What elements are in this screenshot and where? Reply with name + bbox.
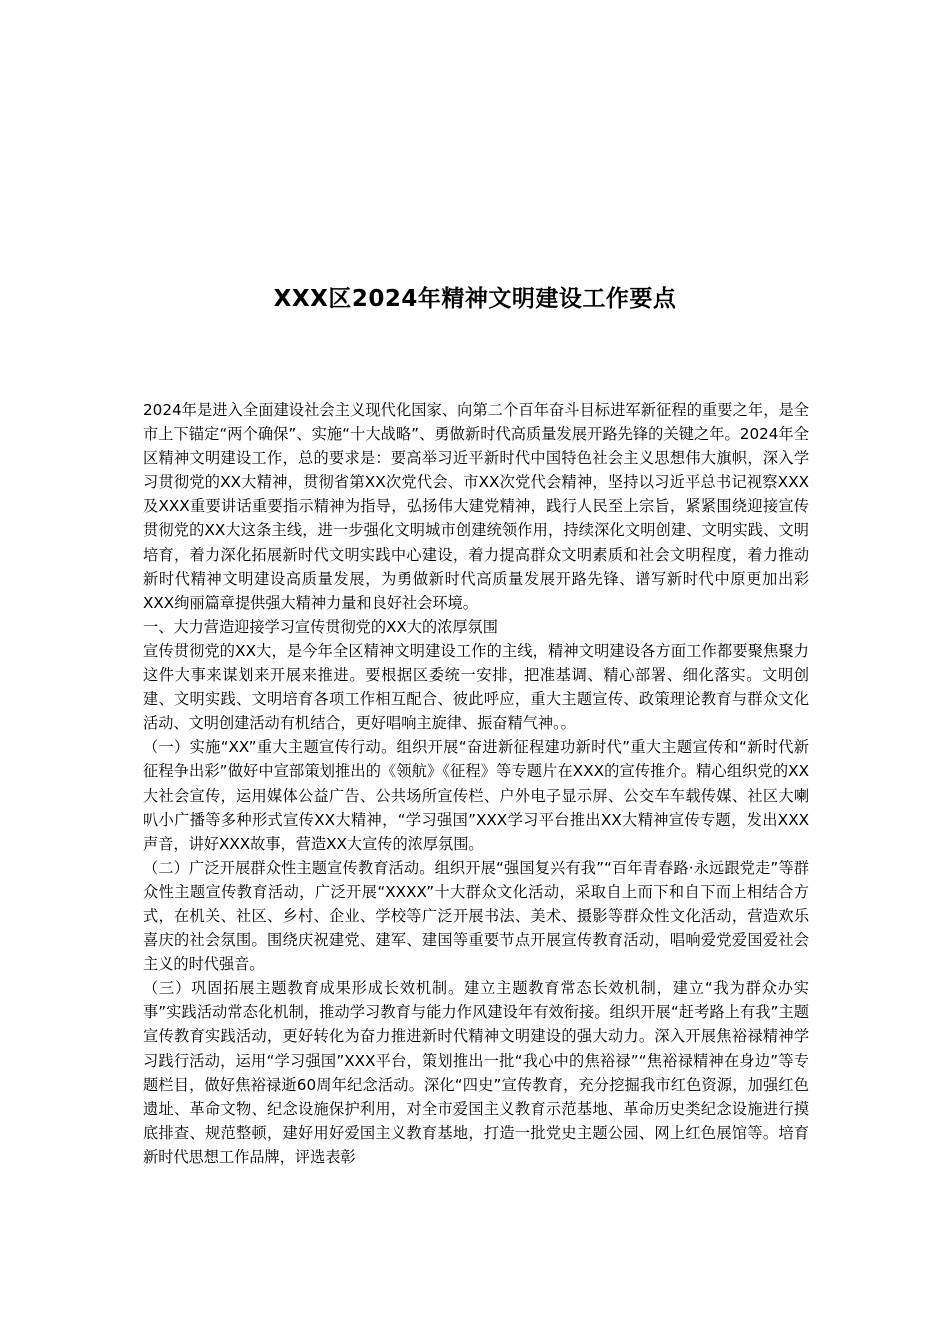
document-body	[143, 398, 809, 1169]
item-2-paragraph: （二）广泛开展群众性主题宣传教育活动。组织开展“强国复兴有我”“百年青春路·永远跟党走”等群众性主题宣传教育活动，广泛开展“XXXX”十大群众文化活动，采取自上而下和自下而上相结合方式，在机关、社区、乡村、企业、学校等广泛开展书法、美术、摄影等群众性文化活动，营造欢乐喜庆的社会氛围。围绕庆祝建党、建军、建国等重要节点开展宣传教育活动，唱响爱党爱国爱社会主义的时代强音。	[143, 858, 809, 974]
item-3-paragraph: （三）巩固拓展主题教育成果形成长效机制。建立主题教育常态长效机制，建立“我为群众办实事”实践活动常态化机制，推动学习教育与能力作风建设年有效衔接。组织开展“赶考路上有我”主题宣传教育实践活动，更好转化为奋力推进新时代精神文明建设的强大动力。深入开展焦裕禄精神学习践行活动，运用“学习强国”XXX平台，策划推出一批“我心中的焦裕禄”“焦裕禄精神在身边”等专题栏目，做好焦裕禄逝60周年纪念活动。深化“四史”宣传教育，充分挖掘我市红色资源，加强红色遗址、革命文物、纪念设施保护利用，对全市爱国主义教育示范基地、革命历史类纪念设施进行摸底排查、规范整顿，建好用好爱国主义教育基地，打造一批党史主题公园、网上红色展馆等。培育新时代思想工作品牌，评选表彰	[143, 979, 809, 1166]
section-1-paragraph: 宣传贯彻党的XX大，是今年全区精神文明建设工作的主线，精神文明建设各方面工作都要聚焦聚力这件大事来谋划来开展来推进。要根据区委统一安排，把准基调、精心部署、细化落实。文明创建、文明实践、文明培育各项工作相互配合、彼此呼应，重大主题宣传、政策理论教育与群众文化活动、文明创建活动有机结合，更好唱响主旋律、振奋精气神。。	[143, 641, 809, 733]
intro-paragraph: 2024年是进入全面建设社会主义现代化国家、向第二个百年奋斗目标进军新征程的重要之年，是全市上下锚定“两个确保”、实施“十大战略”、勇做新时代高质量发展开路先锋的关键之年。2024年全区精神文明建设工作，总的要求是：要高举习近平新时代中国特色社会主义思想伟大旗帜，深入学习贯彻党的XX大精神，贯彻省第XX次党代会、市XX次党代会精神，坚持以习近平总书记视察XXX及XXX重要讲话重要指示精神为指导，弘扬伟大建党精神，践行人民至上宗旨，紧紧围绕迎接宣传贯彻党的XX大这条主线，进一步强化文明城市创建统领作用，持续深化文明创建、文明实践、文明培育，着力深化拓展新时代文明实践中心建设，着力提高群众文明素质和社会文明程度，着力推动新时代精神文明建设高质量发展，为勇做新时代高质量发展开路先锋、谱写新时代中原更加出彩XXX绚丽篇章提供强大精神力量和良好社会环境。	[143, 401, 809, 612]
document-title: XXX区2024年精神文明建设工作要点	[273, 286, 677, 312]
section-heading-1: 一、大力营造迎接学习宣传贯彻党的XX大的浓厚氛围	[143, 617, 498, 636]
item-1-paragraph: （一）实施“XX”重大主题宣传行动。组织开展“奋进新征程建功新时代”重大主题宣传和“新时代新征程争出彩”做好中宣部策划推出的《领航》《征程》等专题片在XXX的宣传推介。精心组织党的XX大社会宣传，运用媒体公益广告、公共场所宣传栏、户外电子显示屏、公交车车载传媒、社区大喇叭小广播等多种形式宣传XX大精神，“学习强国”XXX学习平台推出XX大精神宣传专题，发出XXX声音，讲好XXX故事，营造XX大宣传的浓厚氛围。	[143, 738, 809, 853]
